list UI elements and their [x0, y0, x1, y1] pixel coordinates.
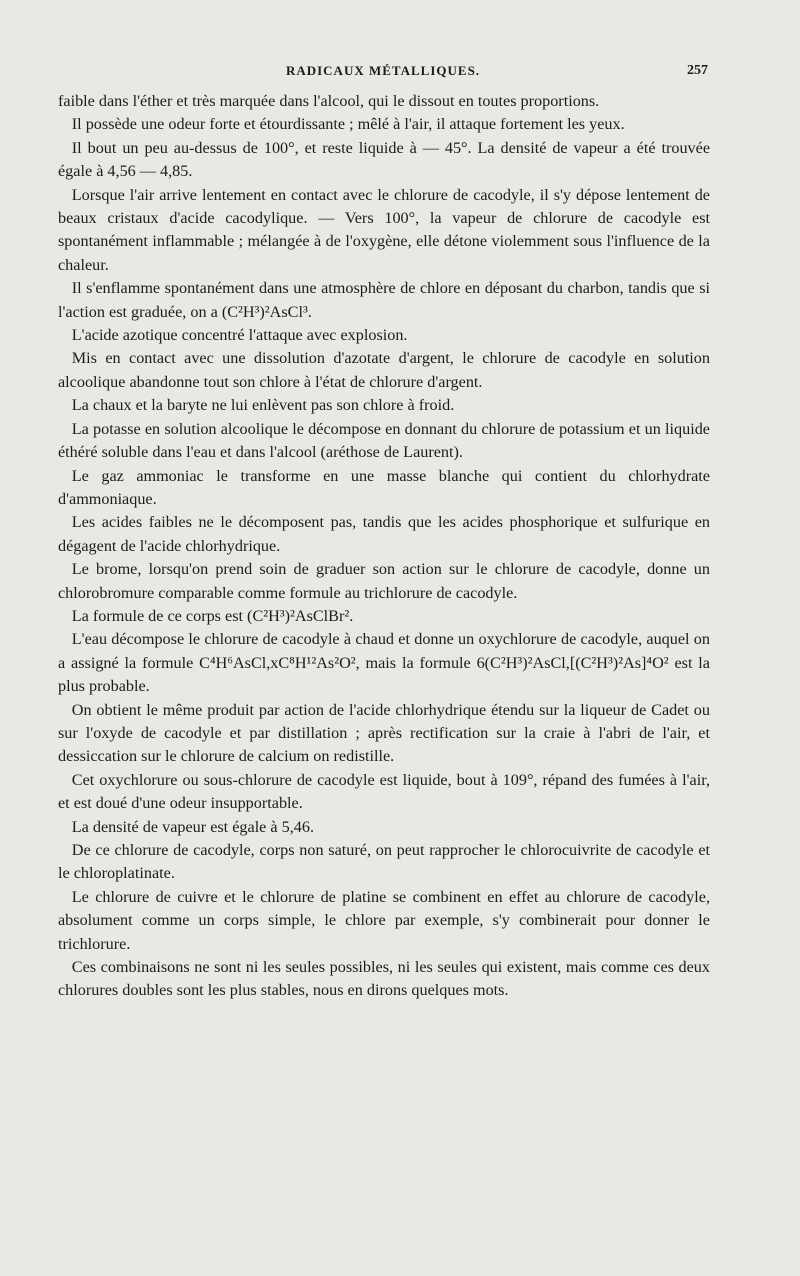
paragraph: faible dans l'éther et très marquée dans l'alcool, qui le dissout en toutes proportions.	[58, 92, 600, 110]
paragraph: Mis en contact avec une dissolution d'azotate d'argent, le chlorure de cacodyle en solution alcoolique abandonne tout son chlore à l'état de chlorure d'argent.	[58, 349, 710, 391]
paragraph: Le gaz ammoniac le transforme en une masse blanche qui contient du chlorhydrate d'ammoniaque.	[58, 466, 710, 508]
paragraph: Les acides faibles ne le décomposent pas, tandis que les acides phosphorique et sulfurique en dégagent de l'acide chlorhydrique.	[58, 513, 710, 555]
paragraph: Le brome, lorsqu'on prend soin de graduer son action sur le chlorure de cacodyle, donne un chlorobromure comparable comme formule au trichlorure de cacodyle.	[58, 560, 710, 602]
body-text	[58, 90, 710, 1003]
paragraph: Il possède une odeur forte et étourdissante ; mêlé à l'air, il attaque fortement les yeux.	[71, 115, 625, 134]
paragraph: Il s'enflamme spontanément dans une atmosphère de chlore en déposant du charbon, tandis que si l'action est graduée, on a (C²H³)²AsCl³.	[58, 279, 710, 321]
running-title: RADICAUX MÉTALLIQUES.	[285, 63, 481, 78]
paragraph: On obtient le même produit par action de l'acide chlorhydrique étendu sur la liqueur de Cadet ou sur l'oxyde de cacodyle et par distillation ; après rectification sur la craie à l'abri de l'air, et dessiccation sur le chlorure de calcium on redistille.	[58, 700, 710, 766]
paragraph: Cet oxychlorure ou sous-chlorure de cacodyle est liquide, bout à 109°, répand des fumées à l'air, et est doué d'une odeur insupportable.	[58, 770, 710, 813]
paragraph: La formule de ce corps est (C²H³)²AsClBr².	[71, 606, 354, 625]
page-header	[58, 63, 708, 83]
paragraph: Le chlorure de cuivre et le chlorure de platine se combinent en effet au chlorure de cacodyle, absolument comme un corps simple, le chlore par exemple, s'y combinerait pour donner le trichlorure.	[58, 887, 710, 953]
paragraph: L'acide azotique concentré l'attaque avec explosion.	[71, 326, 408, 345]
paragraph: L'eau décompose le chlorure de cacodyle à chaud et donne un oxychlorure de cacodyle, auquel on a assigné la formule C⁴H⁶AsCl,xC⁸H¹²As²O², mais la formule 6(C²H³)²AsCl,[(C²H³)²As]⁴O² est la plus probable.	[58, 630, 710, 696]
paragraph: Ces combinaisons ne sont ni les seules possibles, ni les seules qui existent, mais comme ces deux chlorures doubles sont les plus stables, nous en dirons quelques mots.	[58, 958, 710, 1000]
paragraph: La potasse en solution alcoolique le décompose en donnant du chlorure de potassium et un liquide éthéré soluble dans l'eau et dans l'alcool (aréthose de Laurent).	[58, 419, 710, 462]
paragraph: Il bout un peu au-dessus de 100°, et reste liquide à — 45°. La densité de vapeur a été trouvée égale à 4,56 — 4,85.	[58, 138, 710, 181]
paragraph: De ce chlorure de cacodyle, corps non saturé, on peut rapprocher le chlorocuivrite de cacodyle et le chloroplatinate.	[58, 841, 710, 883]
paragraph: La chaux et la baryte ne lui enlèvent pas son chlore à froid.	[71, 396, 455, 415]
paragraph: Lorsque l'air arrive lentement en contact avec le chlorure de cacodyle, il s'y dépose lentement de beaux cristaux d'acide cacodylique. — Vers 100°, la vapeur de chlorure de cacodyle est spontanément inflammable ; mélangée à de l'oxygène, elle détone violemment sous l'influence de la chaleur.	[58, 185, 710, 274]
paragraph: La densité de vapeur est égale à 5,46.	[71, 817, 315, 836]
page-number: 257	[687, 63, 708, 78]
